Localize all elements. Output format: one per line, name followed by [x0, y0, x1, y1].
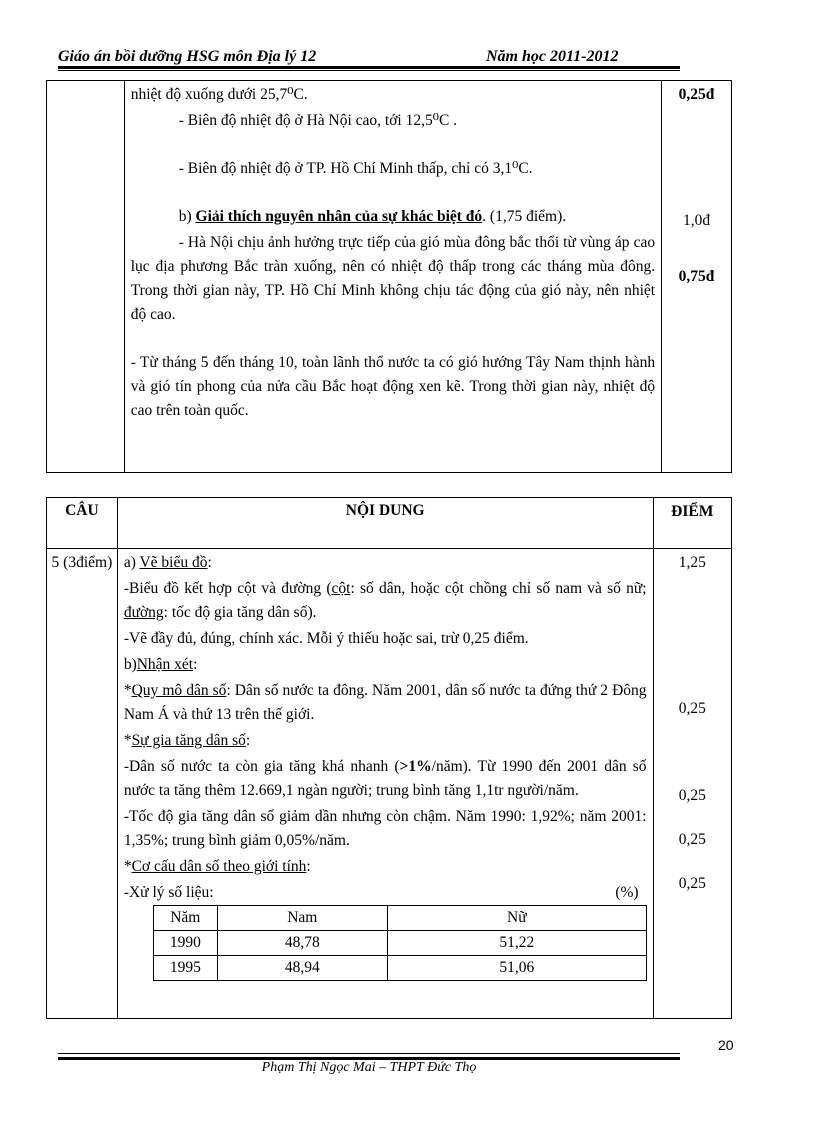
b-gia-tang: *Sự gia tăng dân số:	[123, 732, 251, 749]
header-diem: ĐIỂM	[653, 498, 731, 549]
score-5	[653, 549, 731, 1019]
table-row: 1995 48,94 51,06	[153, 956, 646, 981]
page-number: 20	[718, 1037, 734, 1053]
score-1: 1,0đ	[682, 212, 711, 229]
answer-table	[46, 497, 732, 1019]
line-hanoi-range: - Biên độ nhiệt độ ở Hà Nội cao, tới 12,5⁰C .	[178, 112, 458, 129]
b-gia-tang-2: -Tốc độ gia tăng dân số giảm dần nhưng còn chậm. Năm 1990: 1,92%; năm 2001: 1,35%; trung bình giảm 0,05%/năm.	[123, 808, 647, 849]
answer-table-continued	[46, 80, 732, 473]
content-cell	[124, 81, 661, 473]
inner-header-nam: Nam	[217, 906, 387, 931]
header-year: Năm học 2011-2012	[486, 48, 619, 65]
inner-header-nu: Nữ	[387, 906, 646, 931]
b-xu-ly: -Xử lý số liệu: (%)	[118, 879, 653, 905]
content-5	[117, 549, 653, 1019]
part-b-explain: b) Giải thích nguyên nhân của sự khác biệt đó. (1,75 điểm).	[178, 208, 567, 225]
score-a: 1,25	[678, 554, 706, 571]
score-cell	[662, 81, 732, 473]
header-cau: CÂU	[47, 498, 118, 549]
header-rule	[58, 70, 680, 71]
header-noidung: NỘI DUNG	[117, 498, 653, 549]
b-co-cau: *Cơ cấu dân số theo giới tính:	[123, 858, 311, 875]
table-row: 1990 48,78 51,22	[153, 931, 646, 956]
score-b2: 0,25	[678, 787, 706, 804]
part-b: b)Nhận xét:	[123, 656, 198, 673]
score-0: 0,25đ	[678, 86, 715, 103]
line-hcm-range: - Biên độ nhiệt độ ở TP. Hồ Chí Minh thấp, chỉ có 3,1⁰C.	[178, 160, 533, 177]
para-hanoi-monsoon: - Hà Nội chịu ảnh hưởng trực tiếp của gió mùa đông bắc thổi từ vùng áp cao lục địa phương Bắc tràn xuống, nên có nhiệt độ thấp trong các tháng mùa đông. Trong thời gian này, TP. Hồ Chí Minh không chịu tác động của gió này, nên nhiệt độ cao.	[130, 234, 656, 323]
footer-rule-thin	[58, 1053, 680, 1054]
part-a: a) Vẽ biểu đồ:	[123, 554, 212, 571]
inner-header-year: Năm	[153, 906, 217, 931]
cau-5: 5 (3điểm)	[47, 549, 118, 1019]
unit-label: (%)	[615, 884, 639, 901]
cau-cell-empty	[47, 81, 125, 473]
line-temp-drop: nhiệt độ xuống dưới 25,7⁰C.	[130, 86, 308, 103]
para-southwest-wind: - Từ tháng 5 đến tháng 10, toàn lãnh thổ nước ta có gió hướng Tây Nam thịnh hành và gió tín phong của nửa cầu Bắc hoạt động xen kẽ. Trong thời gian này, nhiệt độ cao trên toàn quốc.	[130, 354, 656, 419]
part-a-2: -Vẽ đầy đủ, đúng, chính xác. Mỗi ý thiếu hoặc sai, trừ 0,25 điểm.	[123, 630, 529, 647]
explain-title: Giải thích nguyên nhân của sự khác biệt đó	[195, 208, 483, 225]
score-2: 0,75đ	[678, 268, 715, 285]
header-title: Giáo án bồi dưỡng HSG môn Địa lý 12	[58, 48, 317, 65]
page-header	[58, 48, 680, 69]
gender-table	[153, 905, 647, 981]
b-gia-tang-1: -Dân số nước ta còn gia tăng khá nhanh (>1%/năm). Từ 1990 đến 2001 dân số nước ta tăng thêm 12.669,1 ngàn người; trung bình tăng 1,1tr người/năm.	[123, 758, 647, 799]
score-b3: 0,25	[678, 831, 706, 848]
part-a-1: -Biểu đồ kết hợp cột và đường (cột: số dân, hoặc cột chồng chỉ số nam và số nữ; đường: tốc độ gia tăng dân số).	[123, 580, 647, 621]
b-quy-mo: *Quy mô dân số: Dân số nước ta đông. Năm 2001, dân số nước ta đứng thứ 2 Đông Nam Á và thứ 13 trên thế giới.	[123, 682, 647, 723]
score-b1: 0,25	[678, 700, 706, 717]
page-footer: Phạm Thị Ngọc Mai – THPT Đức Thọ	[261, 1060, 477, 1075]
score-b4: 0,25	[678, 875, 706, 892]
